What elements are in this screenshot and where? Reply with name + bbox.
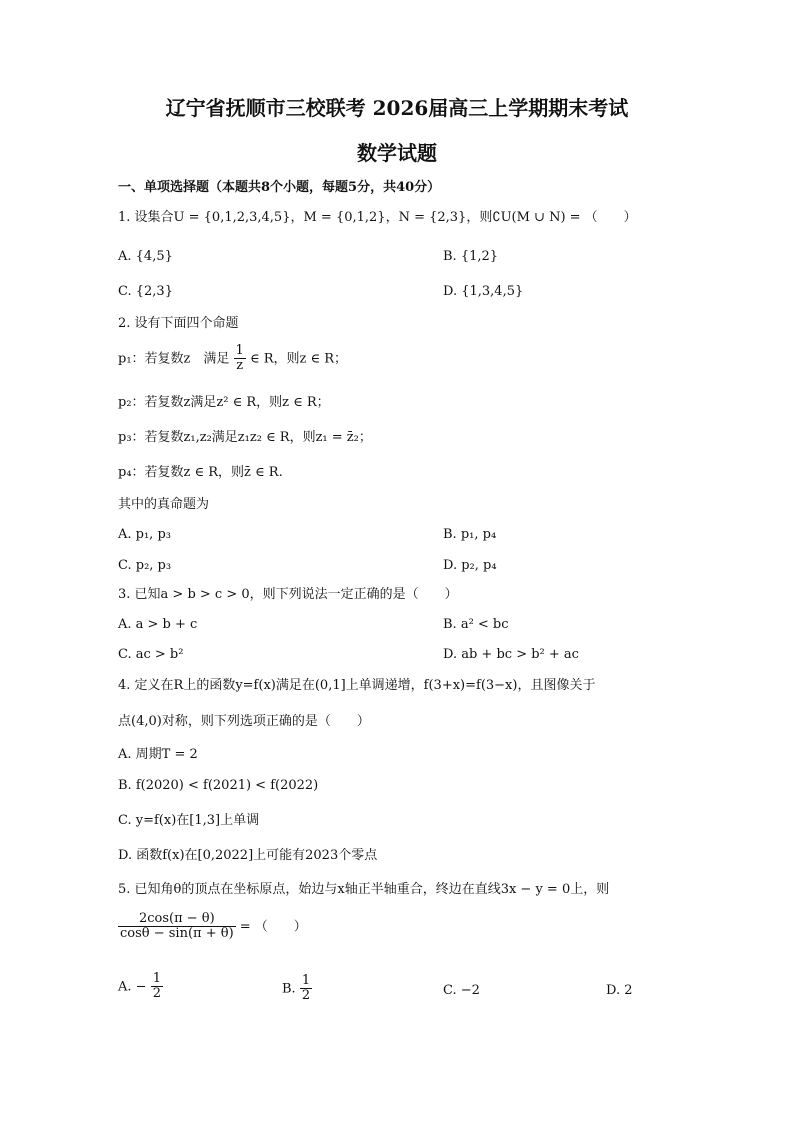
q5-option-b-fraction (300, 974, 312, 1004)
q5-option-a (118, 972, 163, 1002)
q5-option-a-numerator: 1 (152, 971, 161, 986)
q3-option-b: B. a² < bc (443, 617, 509, 632)
q5-option-d: D. 2 (606, 983, 633, 998)
p1-fraction-denominator: z (236, 358, 244, 374)
p1-tail: ∈ R，则z ∈ R； (249, 351, 348, 367)
q5-option-a-label: A. (118, 979, 132, 995)
question-5-stem: 5. 已知角θ的顶点在坐标原点，始边与x轴正半轴重合，终边在直线3x − y = 0上，则 (118, 882, 610, 897)
q3-option-a: A. a > b + c (118, 617, 198, 632)
q5-option-b-numerator: 1 (301, 973, 311, 988)
q4-option-a: A. 周期T = 2 (118, 747, 198, 762)
question-2-stem: 2. 设有下面四个命题 (118, 316, 239, 331)
q5-fraction-denominator: cosθ − sin(π + θ) (120, 926, 234, 942)
q3-option-d: D. ab + bc > b² + ac (443, 647, 579, 662)
section-heading: 一、单项选择题（本题共8个小题，每题5分，共40分） (118, 180, 441, 195)
exam-subtitle: 数学试题 (357, 141, 437, 165)
q1-option-d: D. {1,3,4,5} (443, 284, 524, 299)
proposition-p3: p₃：若复数z₁,z₂满足z₁z₂ ∈ R，则z₁ = z̄₂； (118, 430, 372, 445)
question-4-stem-line1: 4. 定义在R上的函数y=f(x)满足在(0,1]上单调递增，f(3+x)=f(3−x)，且图像关于 (118, 678, 596, 693)
proposition-p2: p₂：若复数z满足z² ∈ R，则z ∈ R； (118, 395, 330, 410)
p1-label: p₁：若复数z 满足 (118, 351, 230, 367)
q2-option-c: C. p₂, p₃ (118, 558, 172, 573)
q5-option-a-denominator: 2 (152, 986, 161, 1002)
q4-option-b: B. f(2020) < f(2021) < f(2022) (118, 778, 319, 793)
q5-option-c: C. −2 (443, 983, 480, 998)
q5-expression-tail: = （ ） (239, 919, 307, 935)
proposition-p1 (118, 344, 347, 374)
q4-option-d: D. 函数f(x)在[0,2022]上可能有2023个零点 (118, 848, 378, 863)
question-4-stem-line2: 点(4,0)对称，则下列选项正确的是（ ） (118, 714, 370, 729)
question-5-expression (118, 912, 307, 942)
question-3-stem: 3. 已知a > b > c > 0，则下列说法一定正确的是（ ） (118, 587, 458, 602)
question-1-stem: 1. 设集合U = {0,1,2,3,4,5}，M = {0,1,2}，N = {2,3}，则∁U(M ∪ N) = （ ） (118, 210, 637, 225)
q2-option-d: D. p₂, p₄ (443, 558, 497, 573)
q5-fraction-numerator: 2cos(π − θ) (118, 912, 236, 927)
q1-option-c: C. {2,3} (118, 284, 173, 299)
proposition-p4: p₄：若复数z ∈ R，则z̄ ∈ R. (118, 465, 283, 480)
q2-option-a: A. p₁, p₃ (118, 527, 171, 542)
q3-option-c: C. ac > b² (118, 647, 184, 662)
q2-option-b: B. p₁, p₄ (443, 527, 497, 542)
p1-fraction-numerator: 1 (235, 343, 244, 358)
q5-fraction (118, 912, 236, 942)
exam-title: 辽宁省抚顺市三校联考 2026届高三上学期期末考试 (165, 96, 629, 120)
p1-fraction (234, 344, 246, 374)
q1-option-a: A. {4,5} (118, 249, 173, 264)
question-2-ask: 其中的真命题为 (118, 497, 210, 512)
q5-option-b-label: B. (282, 981, 296, 997)
q5-option-b-denominator: 2 (301, 988, 311, 1004)
q5-option-a-sign: − (135, 979, 147, 995)
q5-option-b (282, 974, 312, 1004)
q4-option-c: C. y=f(x)在[1,3]上单调 (118, 813, 260, 828)
q1-option-b: B. {1,2} (443, 249, 499, 264)
q5-option-a-fraction (151, 972, 163, 1002)
